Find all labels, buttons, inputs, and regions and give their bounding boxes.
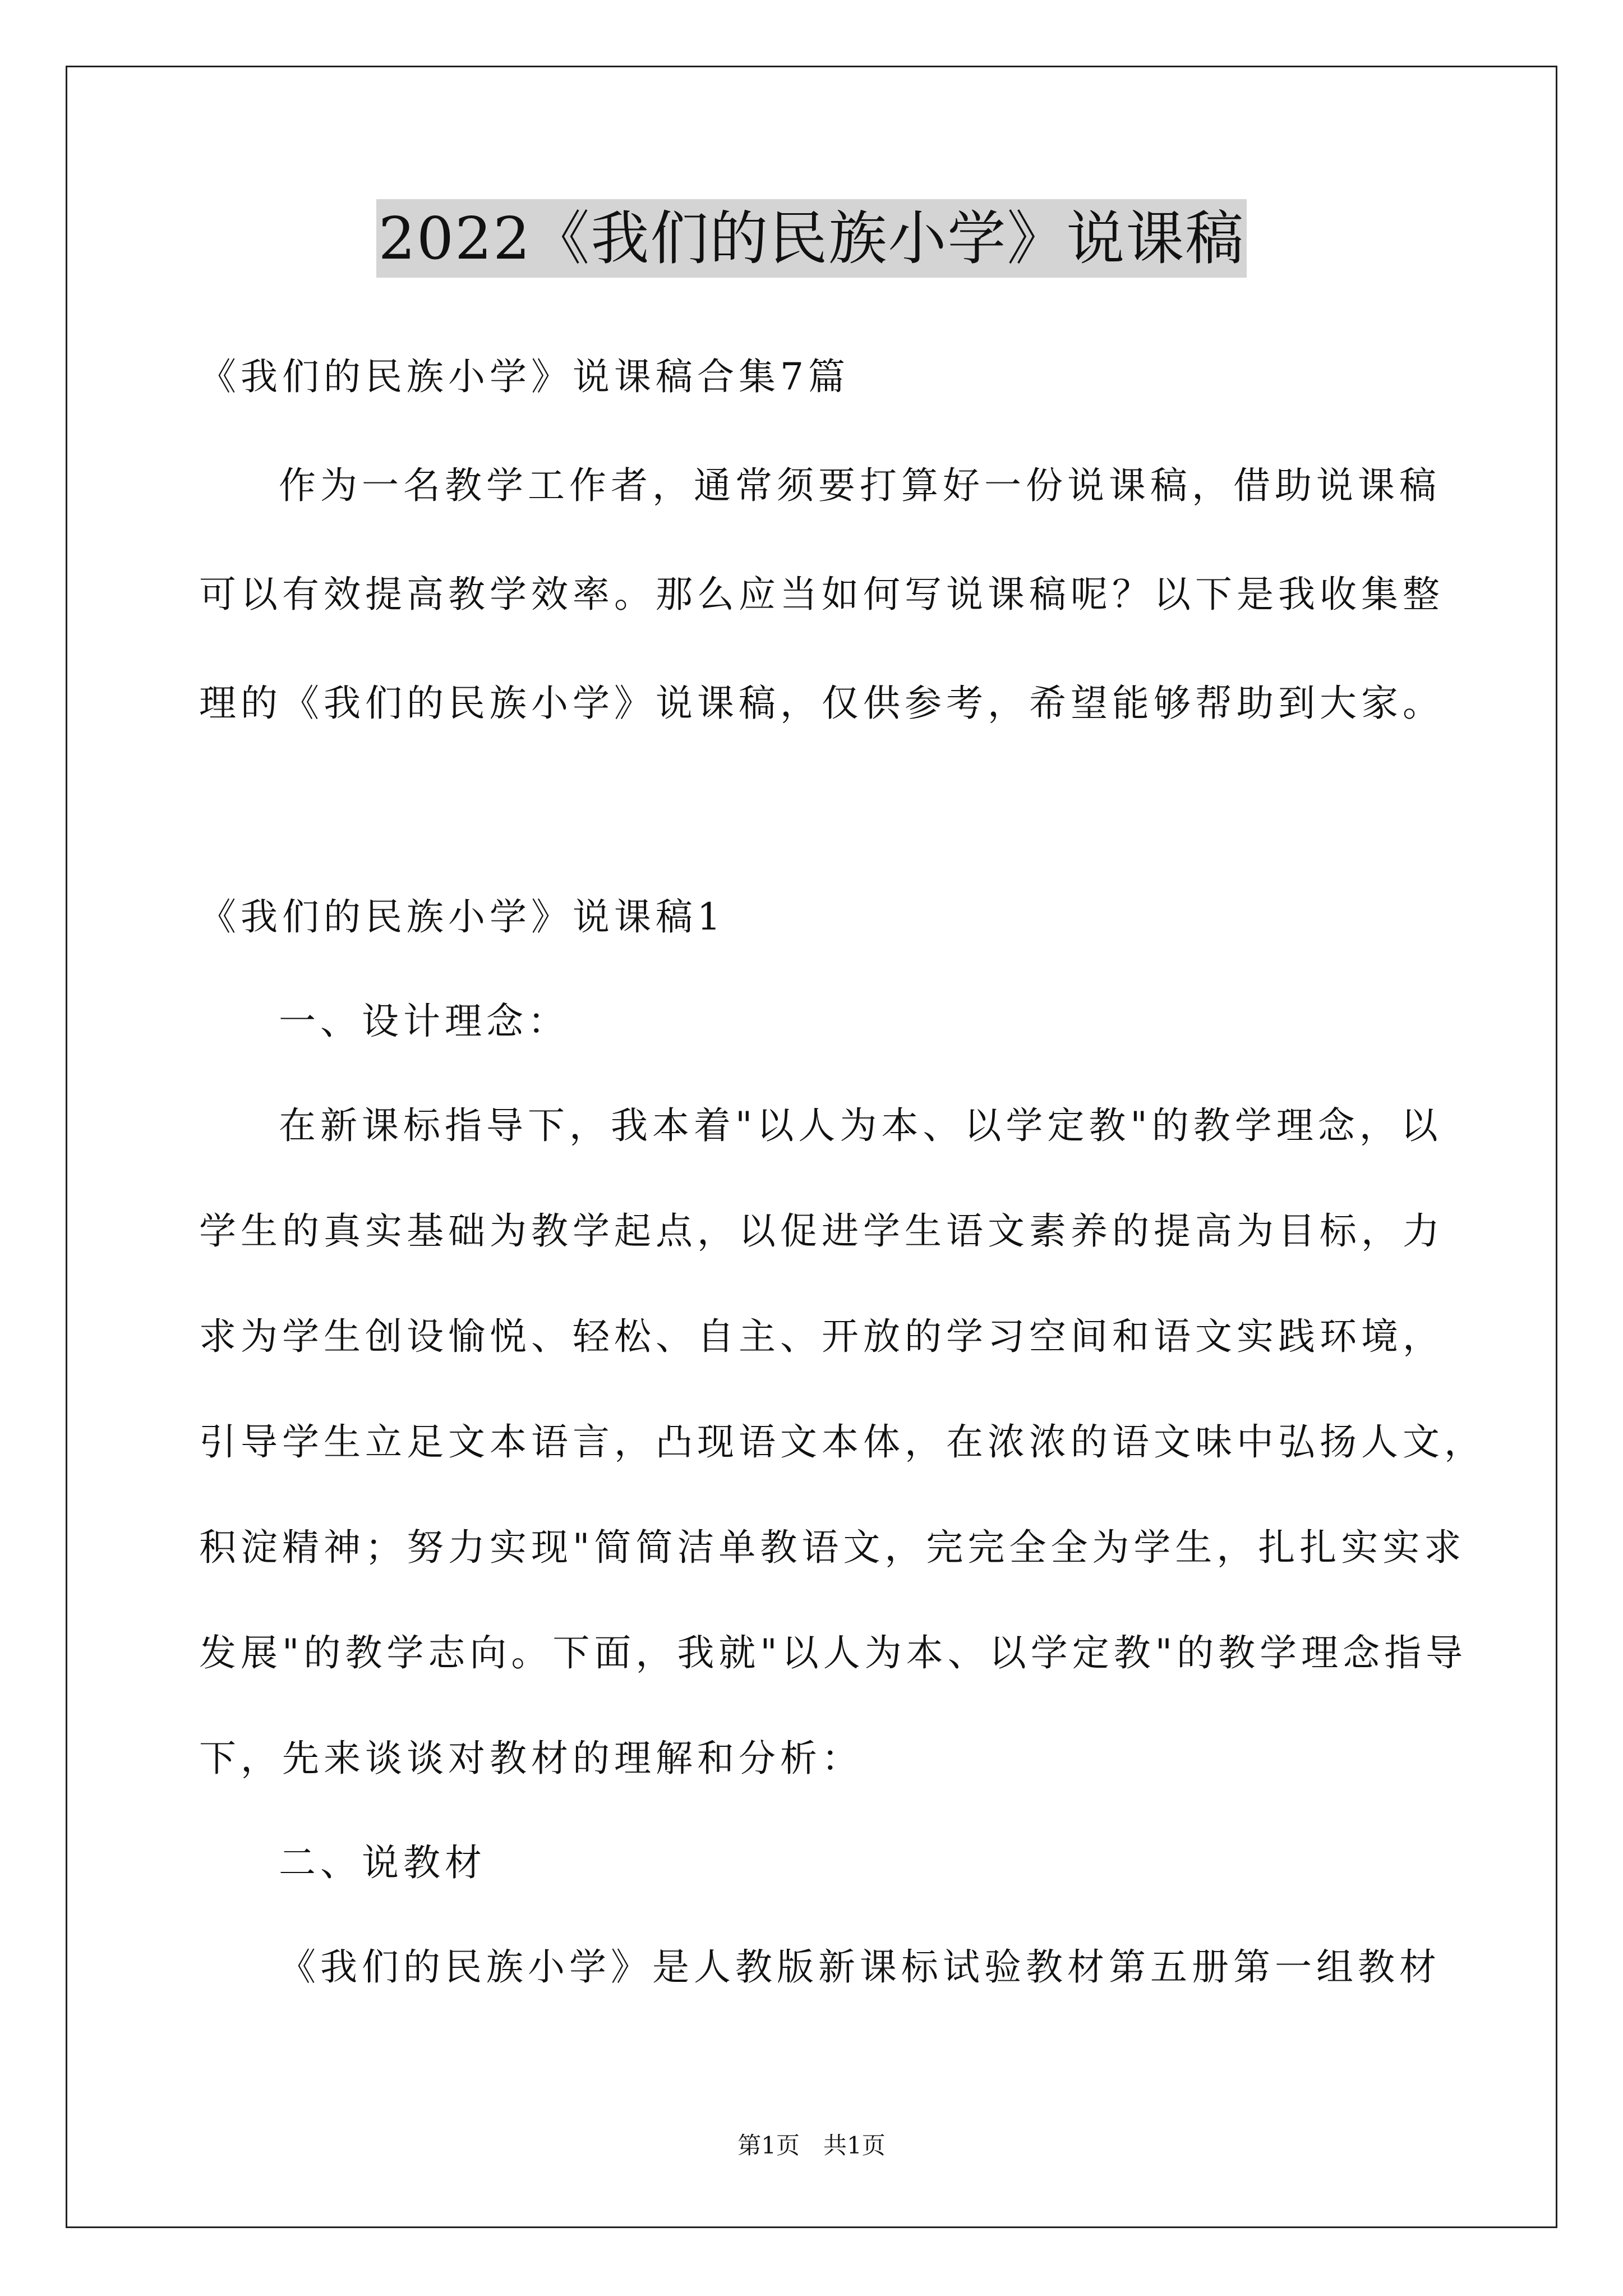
section-heading: 《我们的民族小学》说课稿1	[199, 895, 725, 938]
part1-line-3: 求为学生创设愉悦、轻松、自主、开放的学习空间和语文实践环境，	[199, 1315, 1444, 1358]
part1-line-2: 学生的真实基础为教学起点，以促进学生语文素养的提高为目标，力	[199, 1209, 1444, 1253]
document-title: 2022《我们的民族小学》说课稿	[376, 199, 1247, 278]
part1-line-7: 下，先来谈谈对教材的理解和分析：	[199, 1737, 863, 1780]
part1-heading: 一、设计理念：	[279, 1000, 569, 1043]
intro-line-1: 作为一名教学工作者，通常须要打算好一份说课稿，借助说课稿	[279, 464, 1441, 507]
intro-line-3: 理的《我们的民族小学》说课稿，仅供参考，希望能够帮助到大家。	[199, 682, 1444, 725]
page-footer: 第1页 共1页	[737, 2132, 886, 2159]
part2-heading: 二、说教材	[279, 1841, 486, 1884]
intro-line-2: 可以有效提高教学效率。那么应当如何写说课稿呢？以下是我收集整	[199, 573, 1444, 616]
document-subtitle: 《我们的民族小学》说课稿合集7篇	[199, 355, 850, 398]
part1-line-4: 引导学生立足文本语言，凸现语文本体，在浓浓的语文味中弘扬人文，	[199, 1420, 1486, 1464]
part2-line-1: 《我们的民族小学》是人教版新课标试验教材第五册第一组教材	[279, 1945, 1441, 1989]
part1-line-6: 发展"的教学志向。下面，我就"以人为本、以学定教"的教学理念指导	[199, 1631, 1468, 1674]
title-container	[0, 199, 1623, 278]
part1-line-1: 在新课标指导下，我本着"以人为本、以学定教"的教学理念，以	[279, 1104, 1442, 1147]
part1-line-5: 积淀精神；努力实现"简简洁单教语文，完完全全为学生，扎扎实实求	[199, 1526, 1466, 1569]
